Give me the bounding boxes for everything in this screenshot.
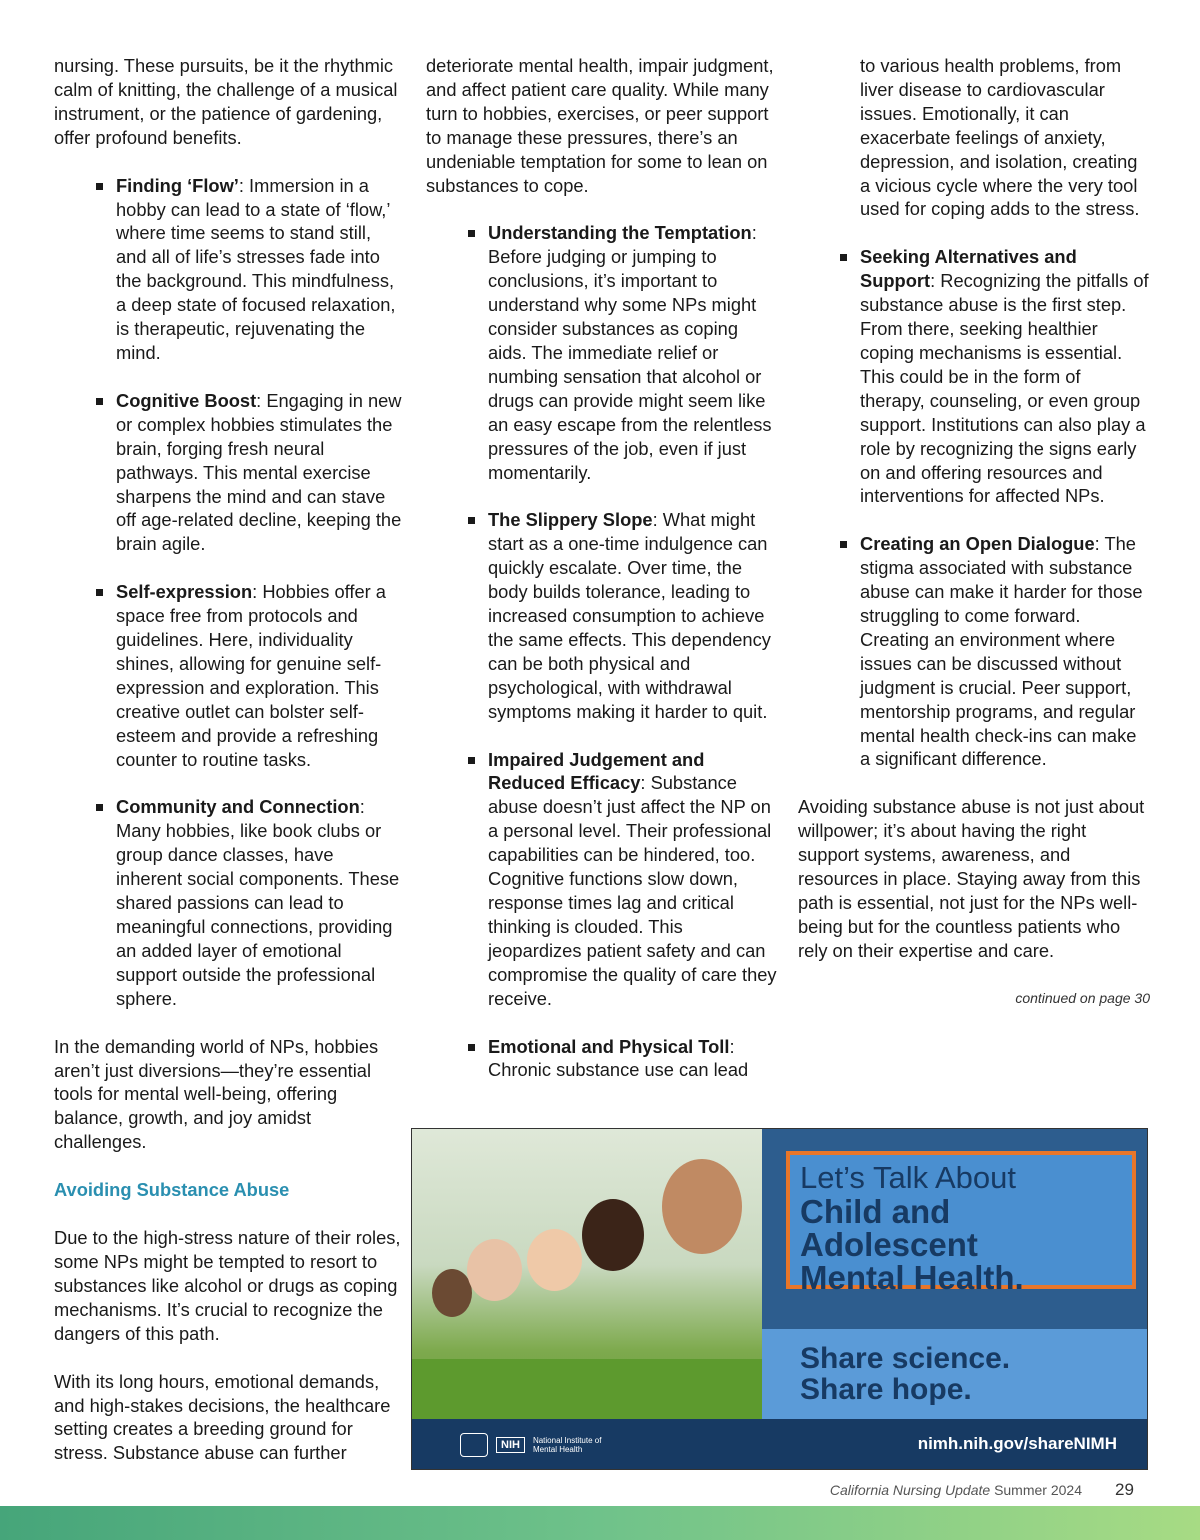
nih-logo xyxy=(460,1433,603,1457)
continued-link[interactable]: continued on page 30 xyxy=(1015,989,1150,1006)
col1-para1: Due to the high-stress nature of their roles, some NPs might be tempted to resort to substances like alcohol or drugs as coping mechanisms. It’s crucial to recognize the dangers of this path. xyxy=(54,1227,401,1344)
bullet-square-icon xyxy=(468,230,475,237)
bullet-square-icon xyxy=(96,589,103,596)
list-item xyxy=(426,1035,778,1083)
hhs-seal-icon xyxy=(460,1433,488,1457)
col2-bullet-list xyxy=(426,221,778,1082)
bullet-square-icon xyxy=(468,757,475,764)
list-item xyxy=(426,221,778,484)
bullet-title: Creating an Open Dialogue xyxy=(860,533,1095,555)
publication-name: California Nursing Update xyxy=(829,1482,991,1498)
bullet-text: : Before judging or jumping to conclusions, it’s important to understand why some NPs might consider substances as coping aids. The immediate relief or numbing sensation that alcohol or drugs can provide might seem like an easy escape from the relentless pressures of the job, even if just momentarily. xyxy=(488,222,772,483)
continued-text: to various health problems, from liver disease to cardiovascular issues. Emotionally, it can exacerbate feelings of anxiety, depression, and isolation, creating a vicious cycle where the very tool used for coping adds to the stress. xyxy=(860,55,1140,220)
ad-message-panel xyxy=(762,1129,1147,1469)
share-hope: Share hope. xyxy=(800,1373,972,1406)
publication-footer xyxy=(830,1482,1082,1498)
bullet-square-icon xyxy=(468,517,475,524)
list-item xyxy=(798,532,1150,771)
issue-date: Summer 2024 xyxy=(994,1482,1082,1498)
list-item xyxy=(426,748,778,1011)
list-item xyxy=(54,795,404,1010)
section-heading: Avoiding Substance Abuse xyxy=(54,1179,290,1201)
col2-intro: deteriorate mental health, impair judgment, and affect patient care quality. While many turn to hobbies, exercises, or peer support to manage these pressures, there’s an undeniable temptation for some to lean on substances to cope. xyxy=(426,55,774,196)
list-item xyxy=(54,389,404,556)
column-3 xyxy=(798,54,1150,1011)
bullet-square-icon xyxy=(96,398,103,405)
bullet-title: Emotional and Physical Toll xyxy=(488,1035,730,1057)
bullet-text: : Engaging in new or complex hobbies stimulates the brain, forging fresh neural pathways. This mental exercise sharpens the mind and can stave off age-related decline, keeping the brain agile. xyxy=(116,389,402,555)
col3-bullet-list xyxy=(798,54,1150,771)
child-face xyxy=(582,1199,644,1271)
bullet-title: Community and Connection xyxy=(116,796,360,818)
col1-bullet-list xyxy=(54,174,404,1011)
nih-badge: NIH xyxy=(496,1437,525,1453)
ad-line-2: Child and xyxy=(800,1193,951,1230)
bullet-text: : Chronic substance use can lead xyxy=(488,1035,749,1081)
list-item xyxy=(798,245,1150,508)
bullet-square-icon xyxy=(468,1044,475,1051)
share-science: Share science. xyxy=(800,1342,1011,1375)
ad-footer xyxy=(412,1419,1147,1469)
column-1 xyxy=(54,54,404,1489)
ad-url-link[interactable]: nimh.nih.gov/shareNIMH xyxy=(917,1434,1117,1453)
bullet-title: Cognitive Boost xyxy=(116,389,257,411)
ad-line-4: Mental Health. xyxy=(800,1259,1024,1296)
col3-closing: Avoiding substance abuse is not just about willpower; it’s about having the right support systems, awareness, and resources in place. Staying away from this path is essential, not just for the NPs well-being but for the countless patients who rely on their expertise and care. xyxy=(798,796,1145,961)
bullet-square-icon xyxy=(96,183,103,190)
col1-para2: With its long hours, emotional demands, and high-stakes decisions, the healthcare setting creates a breeding ground for stress. Substance abuse can further xyxy=(54,1370,391,1464)
bullet-text: : The stigma associated with substance abuse can make it harder for those struggling to come forward. Creating an environment where issues can be discussed without judgment is crucial. Peer support, mentorship programs, and regular mental health check-ins can make a significant difference. xyxy=(860,533,1143,770)
bullet-text: : Recognizing the pitfalls of substance abuse is the first step. From there, seeking healthier coping mechanisms is essential. This could be in the form of therapy, counseling, or even group support. Institutions can also play a role by recognizing the signs early on and offering resources and interventions for affected NPs. xyxy=(860,270,1149,507)
child-face xyxy=(467,1239,522,1301)
nih-name: National Institute of Mental Health xyxy=(532,1436,602,1454)
bullet-text: : Substance abuse doesn’t just affect the NP on a personal level. Their professional capabilities can be hindered, too. Cognitive functions slow down, response times lag and critical thinking is clouded. This jeopardizes patient safety and can compromise the quality of care they receive. xyxy=(488,772,777,1009)
bullet-text: : Many hobbies, like book clubs or group dance classes, have inherent social components. These shared passions can lead to meaningful connections, providing an added layer of emotional support outside the professional sphere. xyxy=(116,796,400,1009)
bullet-title: Impaired Judgement and Reduced Efficacy xyxy=(488,748,705,794)
bullet-square-icon xyxy=(840,254,847,261)
share-band xyxy=(762,1329,1147,1419)
ad-line-3: Adolescent xyxy=(800,1226,978,1263)
bullet-title: Self-expression xyxy=(116,581,253,603)
list-item xyxy=(426,508,778,723)
footer-green-bar xyxy=(0,1506,1200,1540)
list-item-continued xyxy=(798,54,1150,221)
bullet-square-icon xyxy=(96,804,103,811)
column-2 xyxy=(426,54,778,1106)
nimh-advertisement[interactable] xyxy=(411,1128,1148,1470)
ad-line-1: Let’s Talk About xyxy=(800,1160,1017,1195)
list-item xyxy=(54,580,404,771)
child-face xyxy=(662,1159,742,1254)
child-face xyxy=(527,1229,582,1291)
list-item xyxy=(54,174,404,365)
bullet-title: Seeking Alternatives and Support xyxy=(860,246,1077,292)
bullet-title: The Slippery Slope xyxy=(488,509,653,531)
child-face xyxy=(432,1269,472,1317)
bullet-text: : What might start as a one-time indulgence can quickly escalate. Over time, the body builds tolerance, leading to increased consumption to achieve the same effects. This dependency can be both physical and psychological, with withdrawal symptoms making it harder to quit. xyxy=(488,509,771,722)
grass xyxy=(412,1359,762,1419)
col1-summary: In the demanding world of NPs, hobbies aren’t just diversions—they’re essential tools for mental well-being, offering balance, growth, and joy amidst challenges. xyxy=(54,1035,379,1153)
page-number: 29 xyxy=(1115,1480,1134,1499)
children-photo xyxy=(412,1129,762,1469)
bullet-square-icon xyxy=(840,541,847,548)
bullet-text: : Hobbies offer a space free from protocols and guidelines. Here, individuality shines, allowing for genuine self-expression and exploration. This creative outlet can bolster self-esteem and provide a refreshing counter to routine tasks. xyxy=(116,581,386,770)
speech-bubble xyxy=(786,1151,1136,1296)
bullet-title: Finding ‘Flow’ xyxy=(116,174,239,196)
col1-intro: nursing. These pursuits, be it the rhythmic calm of knitting, the challenge of a musical instrument, or the patience of gardening, offer profound benefits. xyxy=(54,55,398,148)
bullet-title: Understanding the Temptation xyxy=(488,222,752,244)
bullet-text: : Immersion in a hobby can lead to a state of ‘flow,’ where time seems to stand still, and all of life’s stresses fade into the background. This mindfulness, a deep state of focused relaxation, is therapeutic, rejuvenating the mind. xyxy=(116,174,396,363)
